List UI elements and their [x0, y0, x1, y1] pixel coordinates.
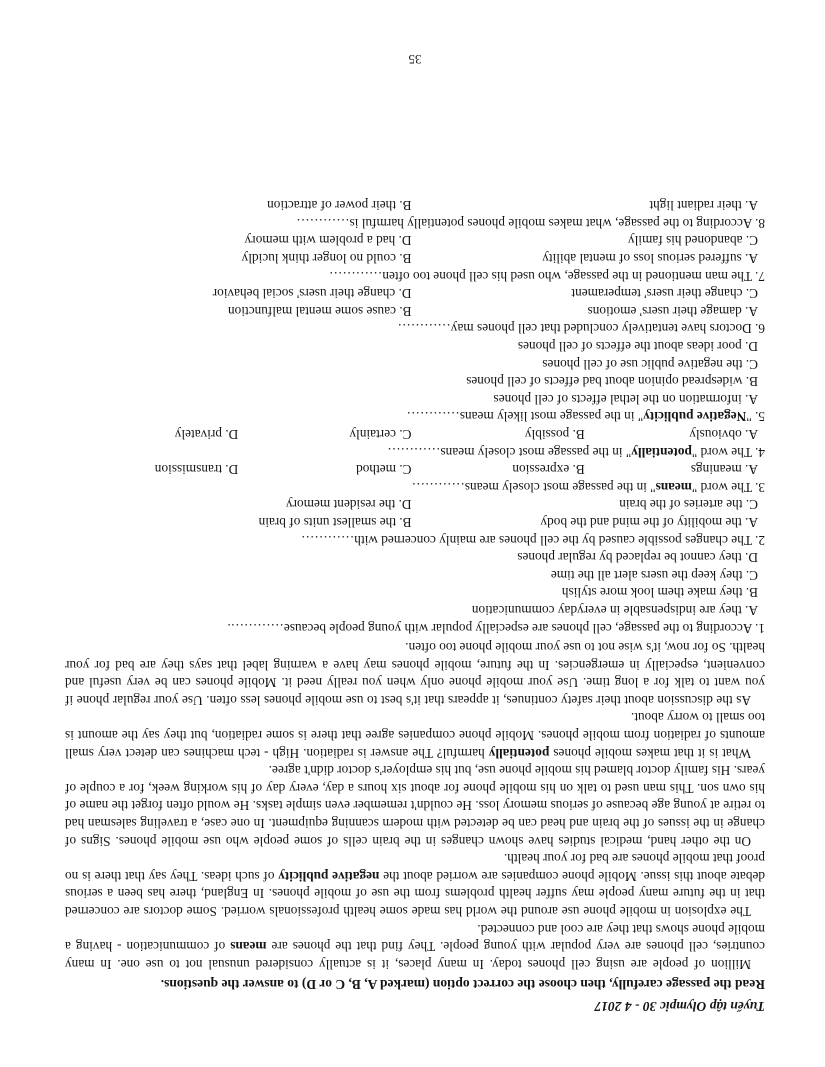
question-stem: [65, 320, 765, 338]
answer-option[interactable]: A. information on the lethal effects of cell phones: [493, 391, 758, 407]
question-item: [65, 461, 765, 496]
answer-option[interactable]: C. change their users' temperament: [571, 286, 758, 302]
answer-option[interactable]: B. they make them look more stylish: [561, 585, 758, 601]
question-stem: [65, 478, 765, 496]
question-text: 4. The word ": [691, 444, 765, 460]
answer-option[interactable]: B. widespread opinion about bad effects of cell phones: [466, 374, 758, 390]
question-item: [65, 285, 765, 338]
page-number: 35: [408, 52, 422, 67]
question-item: [65, 337, 765, 425]
question-stem: [65, 408, 765, 426]
answer-option[interactable]: A. meanings: [690, 462, 758, 478]
instruction: Read the passage carefully, then choose the correct option (marked A, B, C or D) to answer the questions.: [160, 977, 765, 993]
paragraph-text: What is it that makes mobile phones: [549, 745, 751, 761]
reading-passage: [65, 639, 765, 973]
answer-option[interactable]: D. they cannot be replaced by regular phones: [517, 550, 758, 566]
question-text: " in the passage most closely means…………: [411, 479, 656, 495]
passage-paragraph: [65, 850, 765, 920]
answer-option[interactable]: C. method: [356, 462, 412, 478]
question-text: " in the passage most likely means…………: [406, 409, 644, 425]
question-stem: [65, 267, 765, 285]
answer-option[interactable]: D. transmission: [154, 462, 239, 478]
question-text: 2. The changes possible caused by the cell phones are mainly concerned with: [354, 532, 765, 548]
paragraph-text: of communication - having a mobile phone shows that they are cool and connected.: [65, 921, 765, 955]
question-item: [65, 232, 765, 285]
answer-option[interactable]: A. damage their users' emotions: [587, 303, 758, 319]
answer-option[interactable]: C. the arteries of the brain: [619, 497, 758, 513]
question-stem: [65, 619, 765, 637]
answer-options: [65, 337, 758, 407]
answer-option[interactable]: A. their radiant light: [649, 198, 758, 214]
passage-paragraph: [65, 762, 765, 850]
answer-option[interactable]: A. the mobility of the mind and the body: [540, 514, 758, 530]
answer-options: [65, 461, 758, 479]
question-text: 8. According to the passage, what makes mobile phones potentially harmful is…………: [296, 215, 765, 231]
paragraph-text: As the discussion about their safety continues, it appears that it's best to use mobile phones less often. Use your regular phone if you want to talk for a long time. Use your mobile phone only when you really need it. Mobile phones can be very useful and convenient, especially in emergencies. In the future, mobile phones may have a warning label that says they are bad for your health. So for now, it's wise not to use your mobile phone too often.: [65, 640, 765, 708]
document-header: Tuyển tập Olympic 30 - 4 2017: [594, 999, 765, 1014]
answer-option[interactable]: D. change their users' social behavior: [212, 286, 412, 302]
highlighted-term: negative publicity: [278, 868, 380, 884]
passage-paragraph: [65, 920, 765, 973]
answer-option[interactable]: A. suffered serious loss of mental ability: [542, 251, 758, 267]
answer-options: [65, 496, 758, 531]
question-keyword: Negative publicity: [643, 409, 747, 425]
answer-option[interactable]: B. possibly: [524, 427, 585, 442]
answer-option[interactable]: B. expression: [512, 462, 585, 478]
answer-option[interactable]: D. had a problem with memory: [244, 233, 412, 249]
answer-option[interactable]: D. poor ideas about the effects of cell phones: [517, 339, 758, 355]
question-list: [65, 197, 765, 637]
answer-options: [65, 197, 758, 215]
answer-option[interactable]: B. their power of attraction: [267, 198, 412, 214]
question-text: ………….: [227, 620, 284, 636]
passage-paragraph: [65, 639, 765, 709]
question-stem: [65, 443, 765, 461]
document-content: [65, 197, 765, 1015]
question-text: " in the passage most closely means…………: [387, 444, 632, 460]
answer-options: [65, 549, 758, 619]
answer-options: [65, 285, 758, 320]
answer-options: [65, 232, 758, 267]
paragraph-text: of such ideas. They say that there is no proof that mobile phones are bad for your health.: [64, 851, 765, 884]
question-keyword: means: [655, 479, 692, 495]
answer-option[interactable]: D. privately: [174, 427, 239, 442]
question-item: [65, 197, 765, 232]
answer-option[interactable]: B. cause some mental malfunction: [227, 303, 412, 319]
paragraph-text: On the other hand, medical studies have shown changes in the brain cells of some people who use mobile phones. Signs of change in the issues of the brain and head can be detected with modern scanning equipment. In one case, a traveling salesman had to retire at young age because of serious memory loss. He couldn't remember even simple tasks. He would often forget the name of his own son. This man used to talk on his mobile phone for about six hours a day, every day of his working week, for a couple of years. His family doctor blamed his mobile phone use, but his employer's doctor didn't agree.: [65, 763, 765, 849]
question-item: [65, 496, 765, 549]
question-text: 6. Doctors have tentatively concluded that cell phones may…………: [397, 321, 765, 337]
answer-option[interactable]: B. the smallest units of brain: [258, 514, 412, 530]
paragraph-text: The explosion in mobile phone use around the world has made some health professionals worried. Some doctors are concerned that in the future many people may suffer health problems from the use of mobile phones. In England, there has been a serious debate about this issue. Mobile phone companies are worried about the: [65, 868, 765, 920]
answer-option[interactable]: D. the resident memory: [285, 497, 412, 513]
answer-option[interactable]: C. the negative public use of cell phones: [542, 356, 758, 372]
question-text: 5. ": [746, 409, 765, 425]
question-item: [65, 549, 765, 637]
question-text: 7. The man mentioned in the passage, who used his cell phone too often…………: [329, 268, 765, 284]
question-keyword: potentially: [631, 444, 692, 460]
answer-option[interactable]: A. obviously: [689, 427, 758, 442]
question-stem: [65, 531, 765, 549]
answer-option[interactable]: A. they are indispensable in everyday communication: [471, 602, 758, 618]
question-text: 3. The word ": [691, 479, 765, 495]
question-stem: [65, 214, 765, 232]
answer-option[interactable]: C. certainly: [349, 427, 412, 442]
answer-option[interactable]: B. could no longer think lucidly: [241, 251, 412, 267]
passage-paragraph: [65, 709, 765, 762]
highlighted-term: potentially: [488, 745, 550, 761]
highlighted-term: means: [230, 939, 267, 955]
answer-options: [65, 425, 758, 443]
question-text: 1. According to the passage, cell phones are especially popular with young people because: [283, 620, 765, 636]
question-text: …………: [301, 532, 355, 548]
paragraph-text: Million of people are using cell phones today. In many places, it is actually considered unusual not to use one. In many countries, cell phones are very popular with young people. They find that the phones are: [65, 939, 765, 972]
question-item: [65, 425, 765, 460]
paragraph-text: harmful? The answer is radiation. High - tech machines can detect very small amounts of radiation from mobile phones. Mobile phone companies agree that there is some radiation, but they say the amount is too small to worry about.: [65, 710, 765, 761]
answer-option[interactable]: C. abandoned his family: [628, 233, 758, 249]
answer-option[interactable]: C. they keep the users alert all the time: [550, 567, 758, 583]
